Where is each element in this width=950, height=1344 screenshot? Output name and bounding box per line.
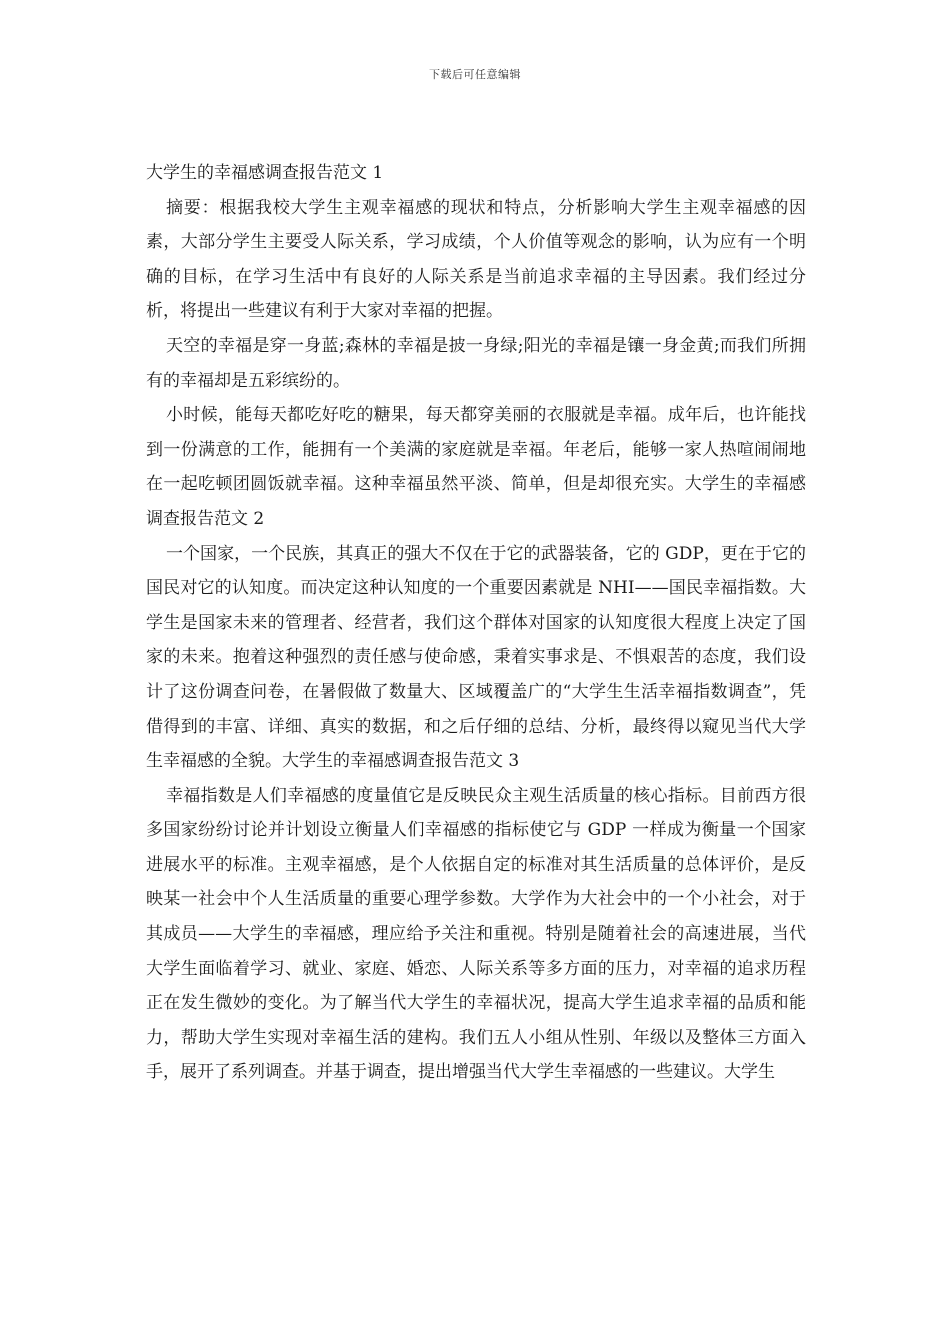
document-body [146, 156, 806, 1090]
paragraph-abstract: 摘要：根据我校大学生主观幸福感的现状和特点，分析影响大学生主观幸福感的因素，大部分学生主要受人际关系，学习成绩，个人价值等观念的影响，认为应有一个明确的目标，在学习生活中有良好的人际关系是当前追求幸福的主导因素。我们经过分析，将提出一些建议有利于大家对幸福的把握。 [146, 197, 806, 322]
header-note: 下载后可任意编辑 [429, 68, 521, 81]
paragraph-sky: 天空的幸福是穿一身蓝;森林的幸福是披一身绿;阳光的幸福是镶一身金黄;而我们所拥有的幸福却是五彩缤纷的。 [146, 335, 806, 391]
paragraph-childhood: 小时候，能每天都吃好吃的糖果，每天都穿美丽的衣服就是幸福。成年后，也许能找到一份满意的工作，能拥有一个美满的家庭就是幸福。年老后，能够一家人热喧闹闹地在一起吃顿团圆饭就幸福。这种幸福虽然平淡、简单，但是却很充实。大学生的幸福感调查报告范文 2 [146, 405, 806, 529]
paragraph-happiness-index: 幸福指数是人们幸福感的度量值它是反映民众主观生活质量的核心指标。目前西方很多国家纷纷讨论并计划设立衡量人们幸福感的指标使它与 GDP 一样成为衡量一个国家进展水平的标准。主观幸福感，是个人依据自定的标准对其生活质量的总体评价，是反映某一社会中个人生活质量的重要心理学参数。大学作为大社会中的一个小社会，对于其成员——大学生的幸福感，理应给予关注和重视。特别是随着社会的高速进展，当代大学生面临着学习、就业、家庭、婚恋、人际关系等多方面的压力，对幸福的追求历程正在发生微妙的变化。为了解当代大学生的幸福状况，提高大学生追求幸福的品质和能力，帮助大学生实现对幸福生活的建构。我们五人小组从性别、年级以及整体三方面入手，展开了系列调查。并基于调查，提出增强当代大学生幸福感的一些建议。大学生 [146, 785, 806, 1083]
document-title: 大学生的幸福感调查报告范文 1 [146, 163, 384, 183]
paragraph-nation: 一个国家，一个民族，其真正的强大不仅在于它的武器装备，它的 GDP，更在于它的国民对它的认知度。而决定这种认知度的一个重要因素就是 NHI——国民幸福指数。大学生是国家未来的管理者、经营者，我们这个群体对国家的认知度很大程度上决定了国家的未来。抱着这种强烈的责任感与使命感，秉着实事求是、不惧艰苦的态度，我们设计了这份调查问卷，在暑假做了数量大、区域覆盖广的“大学生生活幸福指数调查”，凭借得到的丰富、详细、真实的数据，和之后仔细的总结、分析，最终得以窥见当代大学生幸福感的全貌。大学生的幸福感调查报告范文 3 [146, 543, 806, 772]
